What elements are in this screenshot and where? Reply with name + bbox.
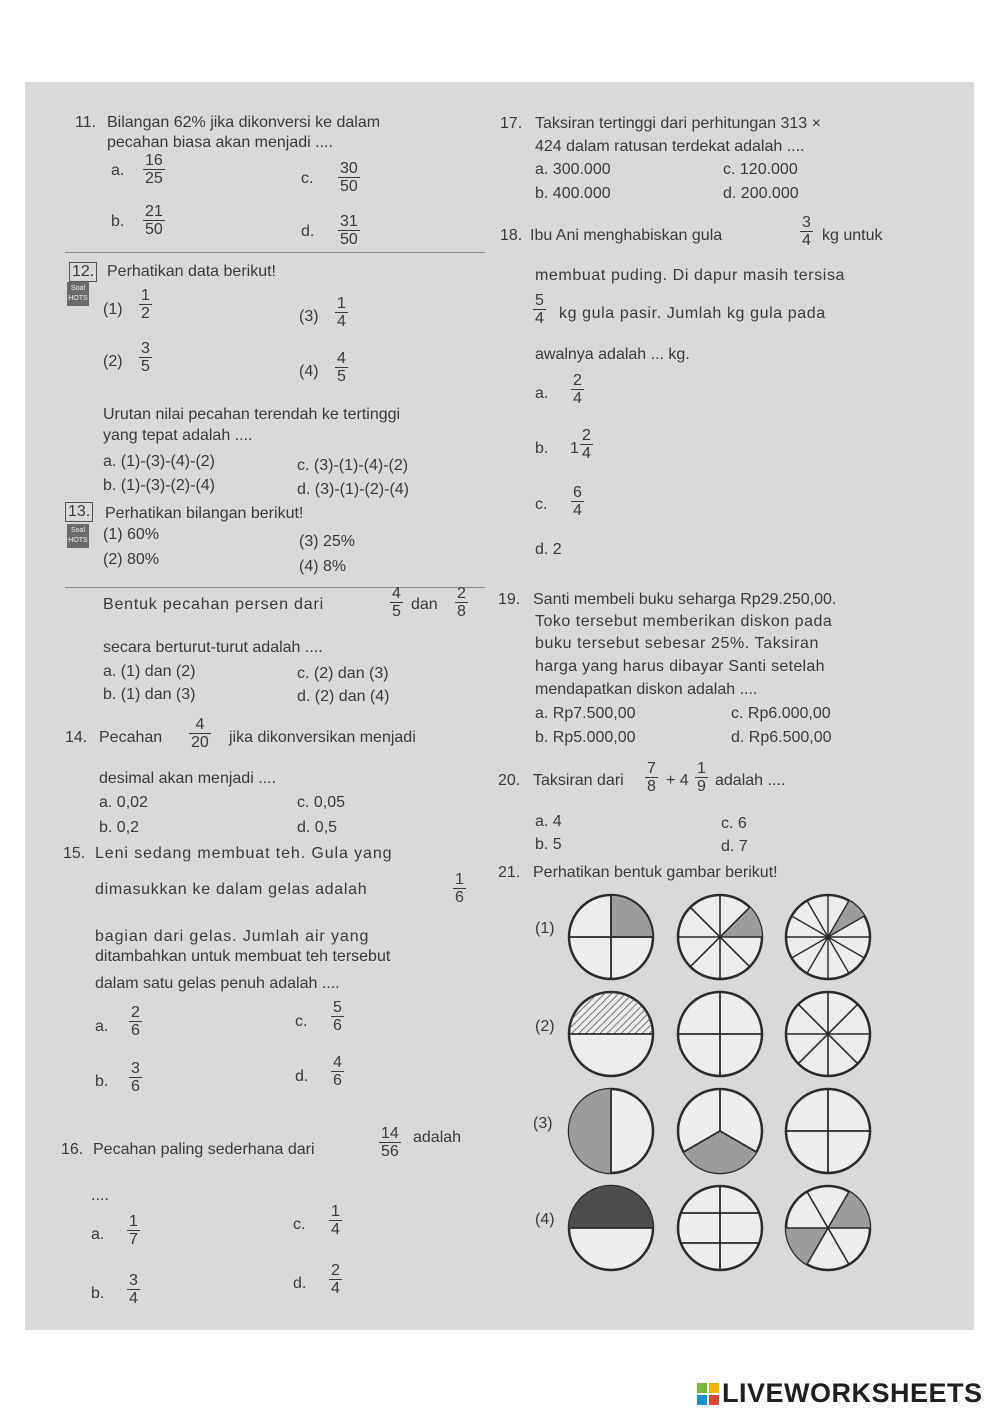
q12-title: Perhatikan data berikut!	[107, 263, 276, 280]
q16-option-d-fraction[interactable]: $\frac{2}{4}$	[331, 1262, 340, 1297]
q21-row3-label[interactable]: (3)	[533, 1115, 553, 1132]
q14-fraction: $\frac{4}{20}$	[191, 716, 209, 751]
q12-item1-label: (1)	[103, 301, 123, 318]
q14-number: 14.	[65, 729, 88, 746]
q12-option-d[interactable]: d. (3)-(1)-(2)-(4)	[297, 481, 409, 498]
q11-option-a-fraction[interactable]: $\frac{16}{25}$	[145, 152, 163, 187]
q13-item2: (2) 80%	[103, 551, 160, 568]
q19-line3: buku tersebut sebesar 25%. Taksiran	[535, 635, 819, 652]
q11-option-b-label[interactable]: b.	[111, 213, 125, 230]
liveworksheets-logo-icon	[697, 1383, 719, 1405]
q21-title: Perhatikan bentuk gambar berikut!	[533, 864, 778, 881]
q20-fraction-1: $\frac{7}{8}$	[647, 760, 656, 795]
q15-line5: dalam satu gelas penuh adalah ....	[95, 975, 340, 992]
q15-option-d-label[interactable]: d.	[295, 1068, 309, 1085]
q20-question-prefix: Taksiran dari	[533, 772, 624, 789]
q16-dots: ....	[91, 1187, 109, 1204]
q15-option-c-label[interactable]: c.	[295, 1013, 308, 1030]
q15-line2: dimasukkan ke dalam gelas adalah	[95, 881, 368, 898]
q19-line1: Santi membeli buku seharga Rp29.250,00.	[533, 591, 837, 608]
q14-question-line2: desimal akan menjadi ....	[99, 770, 276, 787]
liveworksheets-logo-text[interactable]: LIVEWORKSHEETS	[722, 1378, 983, 1408]
q13-question-mid: dan	[411, 596, 438, 613]
q21-circle-row1-quarter[interactable]	[566, 892, 656, 982]
q20-option-d[interactable]: d. 7	[721, 838, 748, 855]
q18-option-b-label[interactable]: b.	[535, 440, 549, 457]
q13-option-c[interactable]: c. (2) dan (3)	[297, 665, 389, 682]
q15-number: 15.	[63, 845, 86, 862]
q20-option-c[interactable]: c. 6	[721, 815, 747, 832]
q16-option-d-label[interactable]: d.	[293, 1275, 307, 1292]
q17-line1: Taksiran tertinggi dari perhitungan 313 ×	[535, 115, 821, 132]
q20-option-b[interactable]: b. 5	[535, 836, 562, 853]
divider	[65, 252, 485, 253]
q19-line4: harga yang harus dibayar Santi setelah	[535, 658, 825, 675]
q20-option-a[interactable]: a. 4	[535, 813, 562, 830]
q11-option-a-label[interactable]: a.	[111, 162, 125, 179]
q21-number: 21.	[498, 864, 521, 881]
q18-fraction-1: $\frac{3}{4}$	[802, 214, 811, 249]
worksheet-page	[25, 82, 974, 1330]
q21-row4-label[interactable]: (4)	[535, 1211, 555, 1228]
q13-hots-badge: Soal HOTS	[67, 524, 89, 548]
q19-option-c[interactable]: c. Rp6.000,00	[731, 705, 831, 722]
q15-option-b-label[interactable]: b.	[95, 1073, 109, 1090]
q12-item4-fraction: $\frac{4}{5}$	[337, 350, 346, 385]
q21-circle-row4-sixths-alt[interactable]	[783, 1183, 873, 1273]
q14-question-post: jika dikonversikan menjadi	[229, 729, 416, 746]
q15-option-c-fraction[interactable]: $\frac{5}{6}$	[333, 999, 342, 1034]
q12-item4-label: (4)	[299, 363, 319, 380]
q13-item1: (1) 60%	[103, 526, 160, 543]
q13-item4: (4) 8%	[299, 558, 347, 575]
q21-circle-row3-thirds[interactable]	[675, 1086, 765, 1176]
q21-circle-row2-eighths[interactable]	[783, 989, 873, 1079]
q12-item2-label: (2)	[103, 353, 123, 370]
q14-question-prefix: Pecahan	[99, 729, 163, 746]
q15-line4: ditambahkan untuk membuat teh tersebut	[95, 948, 391, 965]
q15-option-a-fraction[interactable]: $\frac{2}{6}$	[131, 1004, 140, 1039]
q11-text-line1: Bilangan 62% jika dikonversi ke dalam	[107, 114, 381, 131]
q12-item2-fraction: $\frac{3}{5}$	[141, 340, 150, 375]
q15-line1: Leni sedang membuat teh. Gula yang	[95, 845, 393, 862]
q16-question-post: adalah	[413, 1129, 462, 1146]
q21-circle-row3-quarters[interactable]	[783, 1086, 873, 1176]
q14-option-d[interactable]: d. 0,5	[297, 819, 338, 836]
q11-option-c-fraction[interactable]: $\frac{30}{50}$	[340, 160, 358, 195]
q17-option-c[interactable]: c. 120.000	[723, 161, 798, 178]
q14-option-b[interactable]: b. 0,2	[99, 819, 140, 836]
q13-question-prefix: Bentuk pecahan persen dari	[103, 596, 324, 613]
q21-circle-row2-quarters[interactable]	[675, 989, 765, 1079]
q19-number: 19.	[498, 591, 521, 608]
q17-line2: 424 dalam ratusan terdekat adalah ....	[535, 138, 805, 155]
q14-option-a[interactable]: a. 0,02	[99, 794, 148, 811]
q16-question-prefix: Pecahan paling sederhana dari	[93, 1141, 315, 1158]
q16-number: 16.	[61, 1141, 84, 1158]
q12-option-b[interactable]: b. (1)-(3)-(2)-(4)	[103, 477, 215, 494]
q18-option-d[interactable]: d. 2	[535, 541, 562, 558]
q19-line5: mendapatkan diskon adalah ....	[535, 681, 758, 698]
q12-hots-badge: Soal HOTS	[67, 282, 89, 306]
q11-option-d-fraction[interactable]: $\frac{31}{50}$	[340, 213, 358, 248]
q12-item1-fraction: $\frac{1}{2}$	[141, 287, 150, 322]
q18-line4: awalnya adalah ... kg.	[535, 346, 690, 363]
q13-option-d[interactable]: d. (2) dan (4)	[297, 688, 390, 705]
q11-option-b-fraction[interactable]: $\frac{21}{50}$	[145, 203, 163, 238]
q12-option-c[interactable]: c. (3)-(1)-(4)-(2)	[297, 457, 409, 474]
q18-option-c-label[interactable]: c.	[535, 496, 548, 513]
q19-option-a[interactable]: a. Rp7.500,00	[535, 705, 636, 722]
divider	[65, 587, 485, 588]
q12-item3-label: (3)	[299, 308, 319, 325]
q11-number: 11.	[75, 114, 97, 131]
q14-option-c[interactable]: c. 0,05	[297, 794, 346, 811]
q13-option-b[interactable]: b. (1) dan (3)	[103, 686, 196, 703]
q12-question-line1: Urutan nilai pecahan terendah ke tertinggi	[103, 406, 401, 423]
q18-number: 18.	[500, 227, 523, 244]
q11-text-line2: pecahan biasa akan menjadi ....	[107, 134, 333, 151]
q16-option-c-fraction[interactable]: $\frac{1}{4}$	[331, 1203, 340, 1238]
q21-circle-row4-sixths[interactable]	[675, 1183, 765, 1273]
q15-option-b-fraction[interactable]: $\frac{3}{6}$	[131, 1060, 140, 1095]
q18-line3: kg gula pasir. Jumlah kg gula pada	[559, 305, 826, 322]
q16-option-a-fraction[interactable]: $\frac{1}{7}$	[129, 1213, 138, 1248]
q15-option-d-fraction[interactable]: $\frac{4}{6}$	[333, 1054, 342, 1089]
q15-option-a-label[interactable]: a.	[95, 1018, 109, 1035]
q16-option-b-fraction[interactable]: $\frac{3}{4}$	[129, 1272, 138, 1307]
q18-option-b-fraction[interactable]: $\frac{2}{4}$	[582, 427, 591, 462]
q13-item3: (3) 25%	[299, 533, 356, 550]
q21-circle-row3-quarter-left[interactable]	[566, 1086, 656, 1176]
q19-option-b[interactable]: b. Rp5.000,00	[535, 729, 636, 746]
q15-line3: bagian dari gelas. Jumlah air yang	[95, 928, 370, 945]
q18-question-prefix: Ibu Ani menghabiskan gula	[530, 227, 723, 244]
q19-option-d[interactable]: d. Rp6.500,00	[731, 729, 832, 746]
q17-number: 17.	[500, 115, 523, 132]
q16-option-b-label[interactable]: b.	[91, 1285, 105, 1302]
q18-option-a-fraction[interactable]: $\frac{2}{4}$	[573, 372, 582, 407]
q13-question-line2: secara berturut-turut adalah ....	[103, 639, 323, 656]
q13-fraction-2: $\frac{2}{8}$	[457, 585, 466, 620]
q18-question-post: kg untuk	[822, 227, 883, 244]
q12-item3-fraction: $\frac{1}{4}$	[337, 295, 346, 330]
q20-plus-whole: + 4	[666, 772, 689, 789]
q18-option-b-whole[interactable]: 1	[570, 440, 579, 457]
q21-circle-row2-half-hatched[interactable]	[566, 989, 656, 1079]
q18-option-c-fraction[interactable]: $\frac{6}{4}$	[573, 484, 582, 519]
q13-fraction-1: $\frac{4}{5}$	[392, 585, 401, 620]
q21-circle-row4-half-dark[interactable]	[566, 1183, 656, 1273]
q18-fraction-2: $\frac{5}{4}$	[535, 292, 544, 327]
q16-option-a-label[interactable]: a.	[91, 1226, 105, 1243]
q21-circle-row1-twelfths[interactable]	[783, 892, 873, 982]
q11-option-d-label[interactable]: d.	[301, 223, 315, 240]
q11-option-c-label[interactable]: c.	[301, 170, 314, 187]
q20-fraction-2: $\frac{1}{9}$	[697, 760, 706, 795]
q21-circle-row1-eighths[interactable]	[675, 892, 765, 982]
q12-number: 12.	[69, 262, 97, 282]
q13-title: Perhatikan bilangan berikut!	[105, 505, 304, 522]
q21-row2-label[interactable]: (2)	[535, 1018, 555, 1035]
q17-option-a[interactable]: a. 300.000	[535, 161, 611, 178]
q17-option-b[interactable]: b. 400.000	[535, 185, 611, 202]
q20-number: 20.	[498, 772, 521, 789]
q12-question-line2: yang tepat adalah ....	[103, 427, 253, 444]
q13-option-a[interactable]: a. (1) dan (2)	[103, 663, 196, 680]
q18-line2: membuat puding. Di dapur masih tersisa	[535, 267, 846, 284]
q12-option-a[interactable]: a. (1)-(3)-(4)-(2)	[103, 453, 215, 470]
q15-fraction: $\frac{1}{6}$	[455, 871, 464, 906]
q19-line2: Toko tersebut memberikan diskon pada	[535, 613, 833, 630]
q18-option-a-label[interactable]: a.	[535, 385, 549, 402]
q20-question-post: adalah ....	[715, 772, 786, 789]
q21-row1-label[interactable]: (1)	[535, 920, 555, 937]
q16-option-c-label[interactable]: c.	[293, 1216, 306, 1233]
q13-number: 13.	[65, 502, 93, 522]
q16-fraction: $\frac{14}{56}$	[381, 1125, 399, 1160]
q17-option-d[interactable]: d. 200.000	[723, 185, 799, 202]
